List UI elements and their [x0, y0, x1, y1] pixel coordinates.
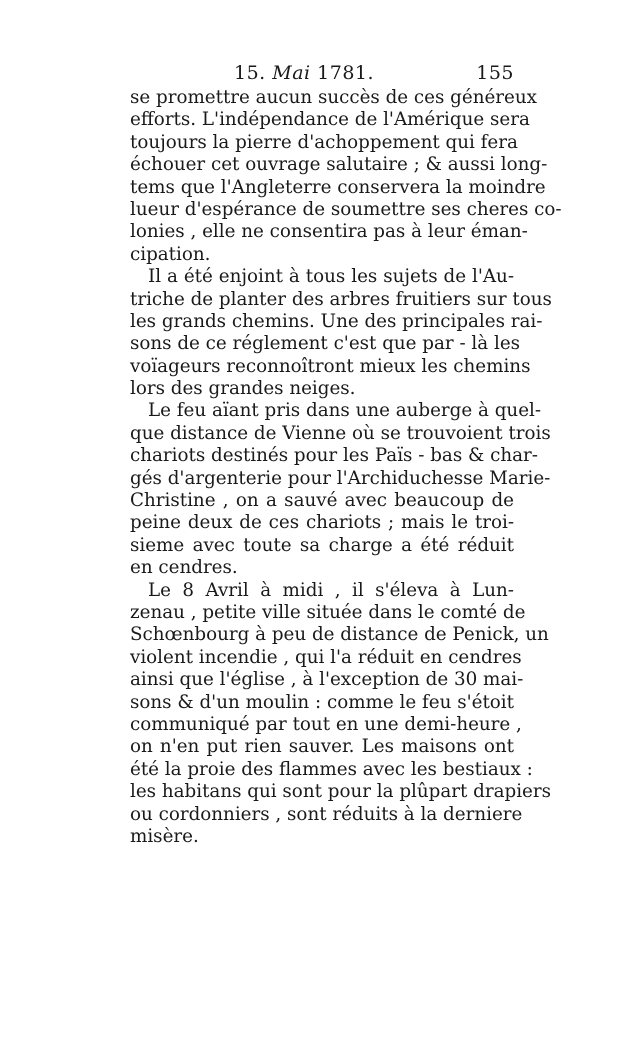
text-line: toujours la pierre d'achoppement qui fera — [130, 131, 518, 153]
text-line: peine deux de ces chariots ; mais le troi- — [130, 512, 514, 534]
text-line: sons & d'un moulin : comme le feu s'étoit — [130, 691, 514, 713]
text-line: voïageurs reconnoîtront mieux les chemins — [130, 355, 531, 377]
header-month: Mai — [272, 62, 311, 84]
text-line: on n'en put rien sauver. Les maisons ont — [130, 736, 514, 758]
header-year: 1781. — [317, 62, 375, 84]
text-line: en cendres. — [130, 557, 238, 579]
text-line: violent incendie , qui l'a réduit en cendres — [130, 646, 522, 668]
paragraph — [130, 579, 551, 849]
text-line: sieme avec toute sa charge a été réduit — [130, 534, 514, 556]
text-line: échouer cet ouvrage salutaire ; & aussi long- — [130, 154, 548, 176]
text-line: cipation. — [130, 243, 211, 265]
text-line: que distance de Vienne où se trouvoient trois — [130, 422, 551, 444]
text-line: se promettre aucun succès de ces généreux — [130, 87, 537, 108]
text-line: Schœnbourg à peu de distance de Penick, un — [130, 624, 549, 646]
paragraph — [130, 87, 562, 266]
text-line: lonies , elle ne consentira pas à leur éman- — [130, 221, 528, 243]
text-line: efforts. L'indépendance de l'Amérique sera — [130, 109, 530, 131]
text-line: lors des grandes neiges. — [130, 378, 356, 400]
text-line: chariots destinés pour les Païs - bas & char- — [130, 445, 538, 467]
text-line: Christine , on a sauvé avec beaucoup de — [130, 490, 514, 512]
text-line: misère. — [130, 825, 199, 847]
paragraph — [130, 400, 551, 579]
running-head-date — [234, 62, 374, 84]
running-header — [130, 62, 514, 90]
text-line: triche de planter des arbres fruitiers sur tous — [130, 288, 552, 310]
text-line: Le feu aïant pris dans une auberge à quel- — [148, 400, 542, 422]
text-line: tems que l'Angleterre conservera la moindre — [130, 176, 546, 198]
body-text — [130, 87, 562, 848]
page-number: 155 — [476, 62, 514, 84]
text-line: les grands chemins. Une des principales rai- — [130, 310, 543, 332]
text-line: été la proie des flammes avec les bestiaux : — [130, 758, 533, 780]
text-line: communiqué par tout en une demi-heure , — [130, 713, 522, 735]
header-day: 15. — [234, 62, 266, 84]
text-line: ou cordonniers , sont réduits à la derniere — [130, 803, 523, 825]
text-line: gés d'argenterie pour l'Archiduchesse Marie- — [130, 467, 551, 489]
paragraph — [130, 266, 552, 400]
text-line: Il a été enjoint à tous les sujets de l'Au- — [148, 266, 514, 288]
text-line: les habitans qui sont pour la plûpart drapiers — [130, 781, 551, 803]
text-line: Le 8 Avril à midi , il s'éleva à Lun- — [148, 579, 514, 601]
text-line: zenau , petite ville située dans le comté de — [130, 601, 526, 623]
text-line: lueur d'espérance de soumettre ses cheres co- — [130, 198, 562, 220]
text-line: ainsi que l'église , à l'exception de 30 mai- — [130, 669, 524, 691]
text-line: sons de ce réglement c'est que par - là les — [130, 333, 521, 355]
